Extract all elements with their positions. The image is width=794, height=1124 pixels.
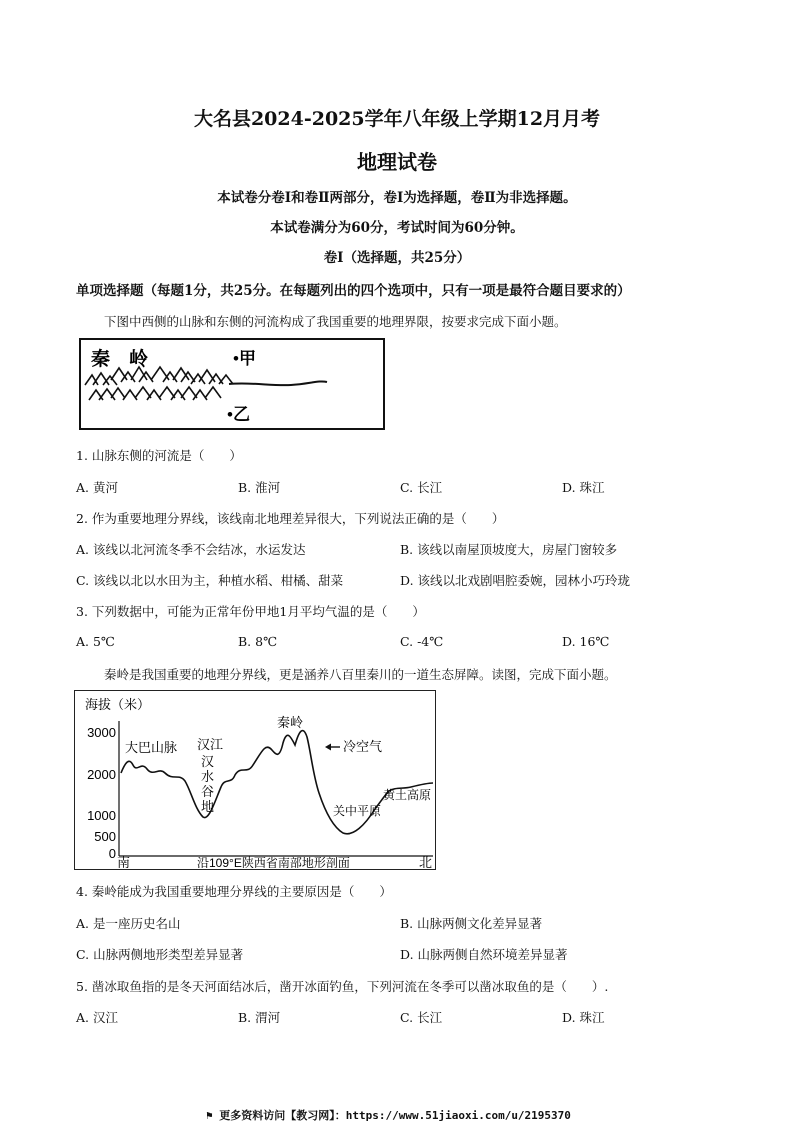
exam-title: 大名县2024-2025学年八年级上学期12月月考 — [193, 108, 601, 130]
q1-option-d[interactable]: D. 珠江 — [562, 480, 605, 495]
ytick-0: 0 — [108, 846, 116, 861]
section-heading: 单项选择题（每题1分，共25分。在每题列出的四个选项中，只有一项是最符合题目要求的） — [76, 283, 631, 299]
q2-option-a[interactable]: A. 该线以北河流冬季不会结冰，水运发达 — [76, 542, 306, 557]
question-3-stem: 3. 下列数据中，可能为正常年份甲地1月平均气温的是（ ） — [76, 604, 425, 619]
question-4-stem: 4. 秦岭能成为我国重要地理分界线的主要原因是（ ） — [76, 884, 392, 899]
question-2-stem: 2. 作为重要地理分界线，该线南北地理差异很大，下列说法正确的是（ ） — [76, 511, 505, 526]
q5-option-b[interactable]: B. 渭河 — [238, 1010, 281, 1025]
terrain-profile-svg — [75, 691, 434, 868]
label-hanjiang: 汉江 — [197, 737, 224, 752]
footer-link[interactable] — [206, 1107, 571, 1123]
flag-icon: ⚑ — [206, 1109, 220, 1122]
q4-option-a[interactable]: A. 是一座历史名山 — [76, 916, 181, 931]
terrain-profile-figure — [74, 690, 436, 870]
mountain-label: 秦 岭 — [91, 349, 149, 370]
label-basin-1: 汉 — [201, 754, 215, 769]
q4-option-d[interactable]: D. 山脉两侧自然环境差异显著 — [400, 947, 568, 962]
label-guanzhong: 关中平原 — [333, 804, 382, 818]
arrow-left-icon — [325, 744, 340, 751]
question-1-stem: 1. 山脉东侧的河流是（ ） — [76, 448, 242, 463]
passage-1: 下图中西侧的山脉和东侧的河流构成了我国重要的地理界限，按要求完成下面小题。 — [104, 314, 567, 329]
q5-option-a[interactable]: A. 汉江 — [76, 1010, 118, 1025]
q3-option-b[interactable]: B. 8℃ — [238, 634, 278, 649]
q2-option-c[interactable]: C. 该线以北以水田为主，种植水稻、柑橘、甜菜 — [76, 573, 344, 588]
label-basin-4: 地 — [201, 799, 215, 814]
passage-2: 秦岭是我国重要的地理分界线，更是涵养八百里秦川的一道生态屏障。读图，完成下面小题。 — [104, 667, 617, 682]
q1-option-b[interactable]: B. 淮河 — [238, 480, 281, 495]
q4-option-c[interactable]: C. 山脉两侧地形类型差异显著 — [76, 947, 244, 962]
q3-option-a[interactable]: A. 5℃ — [76, 634, 115, 649]
part-heading: 卷Ⅰ（选择题，共25分） — [323, 250, 471, 266]
profile-ylabel: 海拔（米） — [85, 697, 151, 712]
intro-line-2: 本试卷满分为60分，考试时间为60分钟。 — [270, 220, 524, 236]
label-north: 北 — [419, 855, 433, 868]
ytick-2000: 2000 — [87, 767, 116, 782]
label-south: 南 — [117, 855, 131, 868]
label-qinling: 秦岭 — [277, 715, 304, 730]
question-5-stem: 5. 凿冰取鱼指的是冬天河面结冰后，凿开冰面钓鱼，下列河流在冬季可以凿冰取鱼的是（ ）. — [76, 979, 609, 994]
label-loess: 黄土高原 — [383, 788, 432, 802]
label-cold-air: 冷空气 — [343, 739, 383, 754]
ytick-500: 500 — [94, 829, 116, 844]
ytick-3000: 3000 — [87, 725, 116, 740]
label-dabashan: 大巴山脉 — [125, 740, 178, 755]
q3-option-d[interactable]: D. 16℃ — [562, 634, 610, 649]
map-figure — [79, 338, 385, 430]
q5-option-c[interactable]: C. 长江 — [400, 1010, 443, 1025]
point-b-label: •乙 — [227, 405, 250, 424]
q4-option-b[interactable]: B. 山脉两侧文化差异显著 — [400, 916, 543, 931]
q1-option-c[interactable]: C. 长江 — [400, 480, 443, 495]
label-basin-3: 谷 — [201, 784, 215, 799]
qinling-map — [81, 340, 383, 428]
q3-option-c[interactable]: C. -4℃ — [400, 634, 444, 649]
mountain-range-icon — [85, 367, 233, 400]
profile-caption: 沿109°E陕西省南部地形剖面 — [197, 856, 350, 868]
ytick-1000: 1000 — [87, 808, 116, 823]
exam-subtitle: 地理试卷 — [357, 150, 437, 174]
q2-option-b[interactable]: B. 该线以南屋顶坡度大，房屋门窗较多 — [400, 542, 618, 557]
label-basin-2: 水 — [201, 769, 215, 784]
footer-text: 更多资料访问【教习网】：https://www.51jiaoxi.com/u/2195370 — [219, 1109, 571, 1122]
point-a-label: •甲 — [233, 349, 256, 368]
intro-line-1: 本试卷分卷Ⅰ和卷Ⅱ两部分，卷Ⅰ为选择题，卷Ⅱ为非选择题。 — [217, 190, 577, 206]
q1-option-a[interactable]: A. 黄河 — [76, 480, 118, 495]
q2-option-d[interactable]: D. 该线以北戏剧唱腔委婉，园林小巧玲珑 — [400, 573, 631, 588]
q5-option-d[interactable]: D. 珠江 — [562, 1010, 605, 1025]
river-line — [229, 381, 327, 385]
